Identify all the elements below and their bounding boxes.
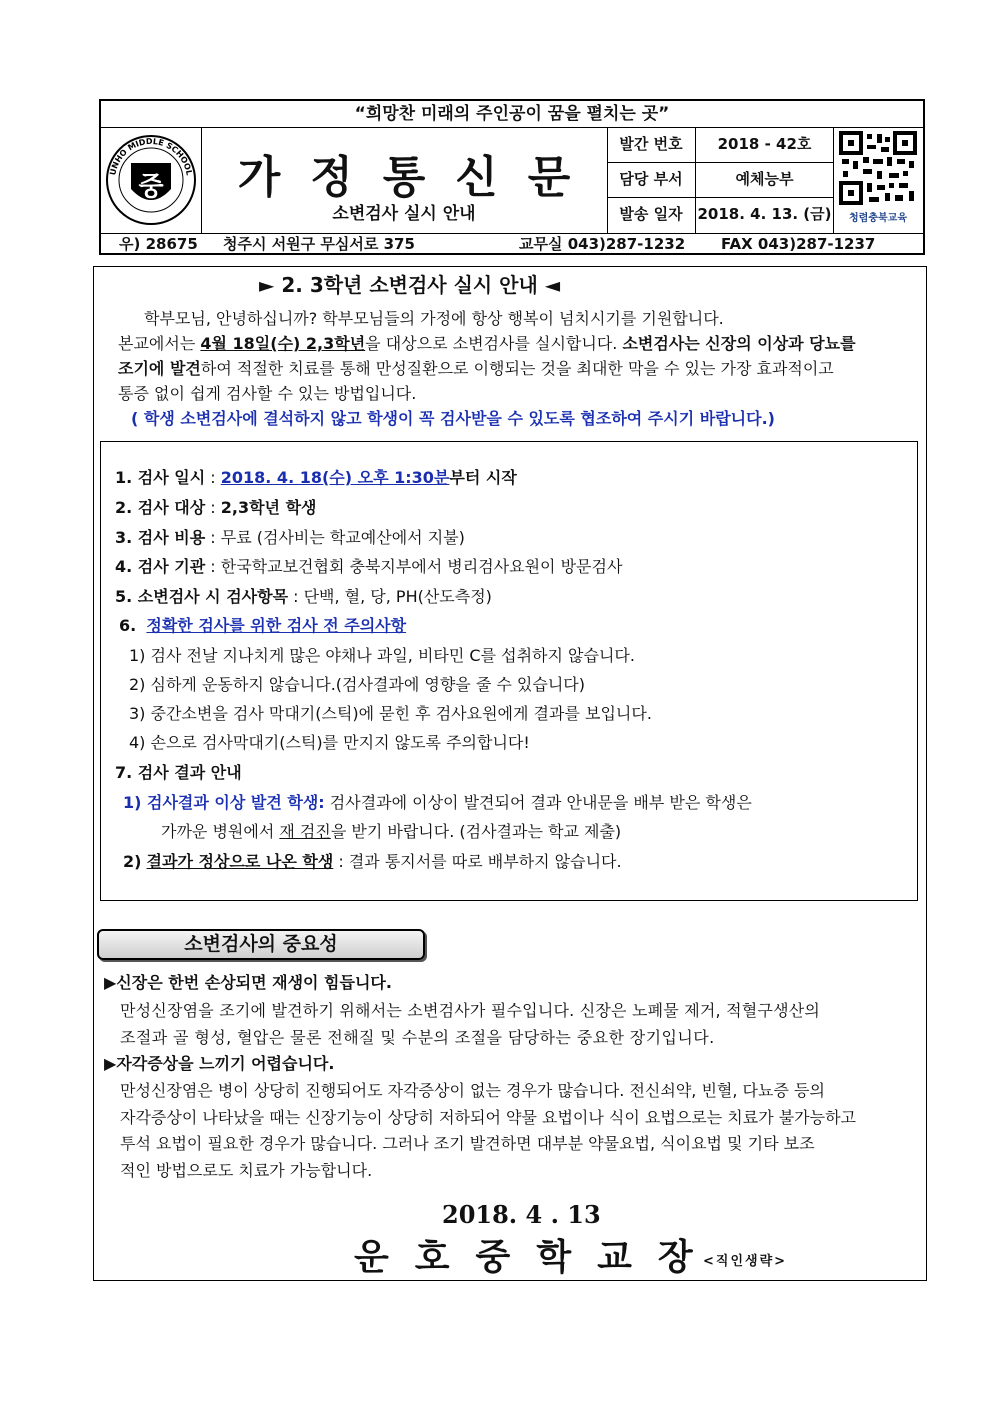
recheck-highlight: 재 검진 xyxy=(279,822,331,841)
street-address: 청주시 서원구 무심서로 375 xyxy=(223,235,415,253)
postal-code: 우) 28675 xyxy=(119,235,198,253)
caution-2: 2) 심하게 운동하지 않습니다.(검사결과에 영향을 줄 수 있습니다) xyxy=(129,675,585,694)
notice-heading: ► 2. 3학년 소변검사 실시 안내 ◄ xyxy=(259,273,561,297)
importance-heading-1: ▶신장은 한번 손상되면 재생이 힘듭니다. xyxy=(104,973,392,992)
detail-number: 6. xyxy=(119,616,137,635)
detail-value: 한국학교보건협회 충북지부에서 병리검사요원이 방문검사 xyxy=(220,557,623,576)
importance-heading-2: ▶자각증상을 느끼기 어렵습니다. xyxy=(104,1054,335,1073)
importance-para-1-line-1: 만성신장염을 조기에 발견하기 위해서는 소변검사가 필수입니다. 신장은 노폐물 제거, 적혈구생산의 xyxy=(120,1001,821,1020)
detail-item-1: 1. 검사 일시 : 2018. 4. 18(수) 오후 1:30분부터 시작 xyxy=(115,468,517,487)
title-cell xyxy=(201,127,608,233)
meta-table xyxy=(607,127,833,233)
detail-label: 2. 검사 대상 xyxy=(115,498,206,517)
detail-item-3: 3. 검사 비용 : 무료 (검사비는 학교예산에서 지불) xyxy=(115,528,465,547)
results-title: 7. 검사 결과 안내 xyxy=(115,763,242,782)
notice-section xyxy=(94,267,926,439)
meta-row-dept xyxy=(607,162,833,198)
main-content-box xyxy=(93,266,927,1281)
issue-date: 2018. 4 . 13 xyxy=(442,1200,601,1229)
detail-label: 3. 검사 비용 xyxy=(115,528,206,547)
meta-value: 2018. 4. 13. (금) xyxy=(696,197,834,233)
meta-value: 2018 - 42호 xyxy=(696,127,834,162)
intro-line-1: 학부모님, 안녕하십니까? 학부모님들의 가정에 항상 행복이 넘치시기를 기원합니다. xyxy=(144,309,724,328)
qr-code-icon xyxy=(839,131,917,205)
result-normal-text: : 결과 통지서를 따로 배부하지 않습니다. xyxy=(338,852,622,871)
intro-line-4: 통증 없이 쉽게 검사할 수 있는 방법입니다. xyxy=(118,384,417,403)
meta-row-date xyxy=(607,197,833,233)
result-abnormal-label: 1) 검사결과 이상 발견 학생: xyxy=(123,793,325,812)
result-abnormal-cont xyxy=(161,822,621,842)
meta-key: 발송 일자 xyxy=(607,197,696,233)
intro-text: 본교에서는 xyxy=(118,334,201,353)
exam-date-highlight: 4월 18일(수) 2,3학년 xyxy=(200,334,366,353)
detail-suffix: 부터 시작 xyxy=(449,468,517,487)
detail-value: 무료 (검사비는 학교예산에서 지불) xyxy=(220,528,465,547)
detail-label: 5. 소변검사 시 검사항목 xyxy=(115,587,289,606)
office-phone: 교무실 043)287-1232 xyxy=(519,235,686,253)
page-title: 가정통신문 xyxy=(237,152,601,203)
meta-value: 예체능부 xyxy=(696,162,834,197)
subtitle: 소변검사 실시 안내 xyxy=(332,204,476,224)
importance-para-2-line-1: 만성신장염은 병이 상당히 진행되어도 자각증상이 없는 경우가 많습니다. 전신쇠약, 빈혈, 다뇨증 등의 xyxy=(120,1081,825,1100)
result-abnormal xyxy=(123,793,752,813)
motto: “희망찬 미래의 주인공이 꿈을 펼치는 곳” xyxy=(101,101,923,128)
meta-key: 담당 부서 xyxy=(607,162,696,197)
caution-3: 3) 중간소변을 검사 막대기(스틱)에 묻힌 후 검사요원에게 결과를 보입니다. xyxy=(129,704,652,723)
meta-row-issue xyxy=(607,127,833,163)
result-normal-label: 결과가 정상으로 나온 학생 xyxy=(146,852,334,871)
caution-1: 1) 검사 전날 지나치게 많은 야채나 과일, 비타민 C를 섭취하지 않습니다. xyxy=(129,646,635,665)
detail-item-6 xyxy=(119,616,406,636)
intro-text: 을 대상으로 소변검사를 실시합니다. xyxy=(365,334,623,353)
header-box xyxy=(99,99,925,255)
intro-line-2 xyxy=(118,334,856,354)
detail-value: 2,3학년 학생 xyxy=(220,498,317,517)
caution-4: 4) 손으로 검사막대기(스틱)를 만지지 않도록 주의합니다! xyxy=(129,733,530,752)
result-number: 2) xyxy=(123,852,142,871)
logo-char: 중 xyxy=(138,172,164,202)
qr-caption: 청렴충북교육 xyxy=(849,213,907,224)
detail-label: 4. 검사 기관 xyxy=(115,557,206,576)
details-box xyxy=(100,441,918,901)
result-text: 가까운 병원에서 xyxy=(161,822,280,841)
detail-item-4: 4. 검사 기관 : 한국학교보건협회 충북지부에서 병리검사요원이 방문검사 xyxy=(115,557,623,576)
intro-text: 하여 적절한 치료를 통해 만성질환으로 이행되는 것을 최대한 막을 수 있는 가장 효과적이고 xyxy=(200,359,834,378)
importance-para-2-line-4: 적인 방법으로도 치료가 가능합니다. xyxy=(120,1161,373,1180)
detail-item-2: 2. 검사 대상 : 2,3학년 학생 xyxy=(115,498,317,517)
importance-para-1-line-2: 조절과 골 형성, 혈압은 물론 전해질 및 수분의 조절을 담당하는 중요한 장기입니다. xyxy=(120,1028,715,1047)
intro-bold: 조기에 발견 xyxy=(118,359,201,378)
exam-datetime: 2018. 4. 18(수) 오후 1:30분 xyxy=(220,468,450,487)
importance-para-2-line-2: 자각증상이 나타났을 때는 신장기능이 상당히 저하되어 약물 요법이나 식이 요법으로는 치료가 불가능하고 xyxy=(120,1108,857,1127)
address-bar xyxy=(101,233,923,254)
school-logo-cell xyxy=(101,127,202,233)
result-text: 을 받기 바랍니다. (검사결과는 학교 제출) xyxy=(330,822,622,841)
detail-value: 단백, 혈, 당, PH(산도측정) xyxy=(303,587,492,606)
cooperation-request: ( 학생 소변검사에 결석하지 않고 학생이 꼭 검사받을 수 있도록 협조하여 주시기 바랍니다.) xyxy=(131,409,775,428)
result-abnormal-text: 검사결과에 이상이 발견되어 결과 안내문을 배부 받은 학생은 xyxy=(329,793,752,812)
fax-number: FAX 043)287-1237 xyxy=(721,235,876,253)
meta-key: 발간 번호 xyxy=(607,127,696,162)
logo-ring-text: UNHO MIDDLE SCHOOL xyxy=(108,136,194,177)
detail-label: 1. 검사 일시 xyxy=(115,468,206,487)
school-logo xyxy=(101,127,201,233)
importance-title: 소변검사의 중요성 xyxy=(97,929,425,960)
seal-omitted-note: <직인생략> xyxy=(703,1254,788,1269)
intro-line-3 xyxy=(118,359,834,379)
cautions-title: 정확한 검사를 위한 검사 전 주의사항 xyxy=(146,616,407,635)
result-normal xyxy=(123,852,622,872)
qr-cell xyxy=(833,127,923,233)
intro-bold: 소변검사는 신장의 이상과 당뇨를 xyxy=(622,334,856,353)
importance-para-2-line-3: 투석 요법이 필요한 경우가 많습니다. 그러나 조기 발견하면 대부분 약물요법, 식이요법 및 기타 보조 xyxy=(120,1134,815,1153)
principal-signature: 운호중학교장 xyxy=(354,1236,719,1278)
detail-item-5: 5. 소변검사 시 검사항목 : 단백, 혈, 당, PH(산도측정) xyxy=(115,587,492,606)
